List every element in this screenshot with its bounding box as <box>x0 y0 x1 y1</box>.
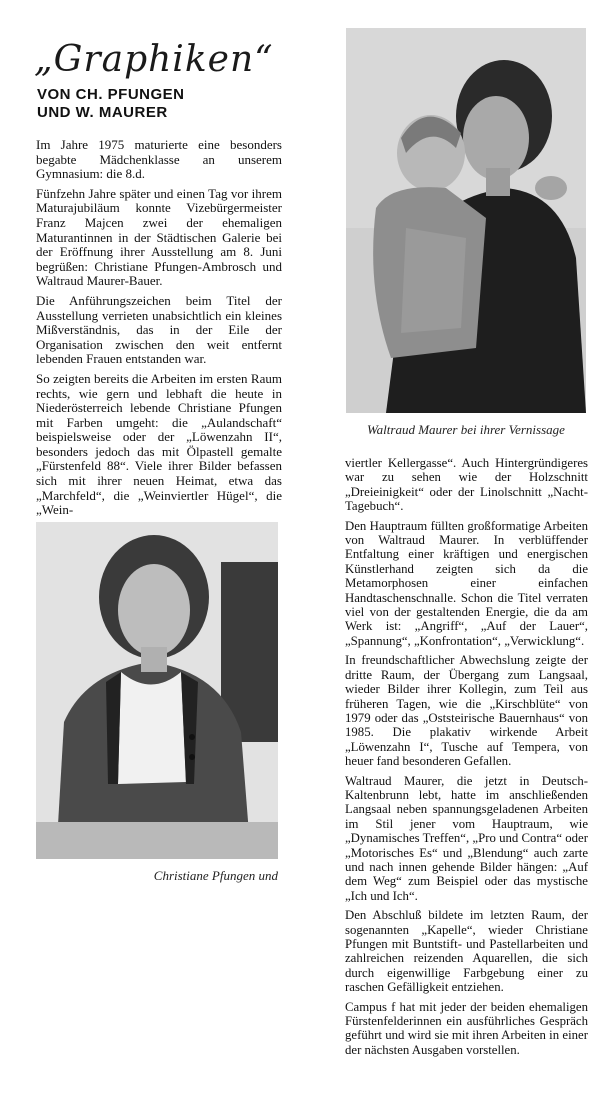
paragraph: Den Hauptraum füllten großformatige Arbeiten von Waltraud Maurer. In verblüffender Entfaltung einer kräftigen und energischen Künstlerhand zeigten sich da die Metamorphosen einer einfachen Handtaschenschnalle. Schon die Titel verraten viel von der gestaltenden Energie, die da am Werk ist: „Angriff“, „Auf der Lauer“, „Spannung“, „Konfrontation“, „Verwicklung“. <box>345 518 588 648</box>
left-text-column <box>36 138 282 523</box>
paragraph: So zeigten bereits die Arbeiten im ersten Raum rechts, wie gern und lebhaft die heute in Niederösterreich lebende Christiane Pfungen mit Farben umgeht: die „Aulandschaft“ beispielsweise oder der „Löwenzahn II“, besonders jedoch das mit Ölpastell gemalte „Fürstenfeld 88“. Viele ihrer Bilder befassen sich mit ihrer neuen Heimat, etwa das „Marchfeld“, die „Weinviertler Hügel“, die „Wein- <box>36 370 282 518</box>
subtitle-line-2: UND W. MAURER <box>37 104 168 121</box>
right-text-column <box>345 456 588 1062</box>
paragraph: Campus f hat mit jeder der beiden ehemaligen Fürstenfelderinnen ein ausführliches Gespräch geführt und wird sie mit ihren Arbeiten in einer der nächsten Ausgaben vorstellen. <box>345 999 588 1057</box>
photo-christiane-pfungen <box>36 522 278 859</box>
paragraph: Die Anführungszeichen beim Titel der Ausstellung verrieten unabsichtlich ein kleines Mißverständnis, das in der Eile der Organisation zwischen den weit entfernt lebenden Frauen entstanden war. <box>36 292 282 367</box>
article-title: „Graphiken“ <box>34 39 274 80</box>
paragraph: Fünfzehn Jahre später und einen Tag vor ihrem Maturajubiläum konnte Vizebürgermeister Franz Majcen zwei der ehemaligen Maturantinnen in der Städtischen Galerie bei der Eröffnung ihrer Ausstellung am 8. Juni begrüßen: Christiane Pfungen-Ambrosch und Waltraud Maurer-Bauer. <box>36 185 282 289</box>
article-subtitle <box>37 86 327 122</box>
caption-left-photo: Christiane Pfungen und <box>153 868 278 883</box>
photo-waltraud-maurer <box>346 28 586 413</box>
paragraph: viertler Kellergasse“. Auch Hintergründigeres war zu sehen wie der Holzschnitt „Dreieinigkeit“ oder der Linolschnitt „Nacht-Tagebuch“. <box>345 456 588 514</box>
paragraph: In freundschaftlicher Abwechslung zeigte der dritte Raum, der Übergang zum Langsaal, wieder Bilder ihrer Kollegin, zum Teil aus früheren Tagen, wie die „Kirschblüte“ von 1979 oder das „Oststeirische Bauernhaus“ von 1985. Die plakativ wirkende Arbeit „Löwenzahn I“, Tusche auf Tempera, von heuer fand besonderen Gefallen. <box>345 653 588 769</box>
paragraph: Den Abschluß bildete im letzten Raum, der sogenannten „Kapelle“, wieder Christiane Pfungen mit Buntstift- und Pastellarbeiten und zahlreichen reizenden Aquarellen, die sich durch eigenwillige Farbgebung einer zu raschen Gefälligkeit entziehen. <box>345 908 588 995</box>
paragraph: Im Jahre 1975 maturierte eine besonders begabte Mädchenklasse an unserem Gymnasium: die 8.d. <box>36 137 282 182</box>
caption-right-photo: Waltraud Maurer bei ihrer Vernissage <box>367 422 565 437</box>
subtitle-line-1: VON CH. PFUNGEN <box>37 86 185 103</box>
paragraph: Waltraud Maurer, die jetzt in Deutsch-Kaltenbrunn lebt, hatte im anschließenden Langsaal neben spannungsgeladenen Arbeiten im Stil jener vom Hauptraum, wie „Dynamisches Treffen“, „Pro und Contra“ oder „Motorisches Es“ und „Blendung“ auch zarte und nach innen gehende Bilder hängen: „Auf dem Weg“ zum Beispiel oder das mystische „Ich und Ich“. <box>345 773 588 903</box>
